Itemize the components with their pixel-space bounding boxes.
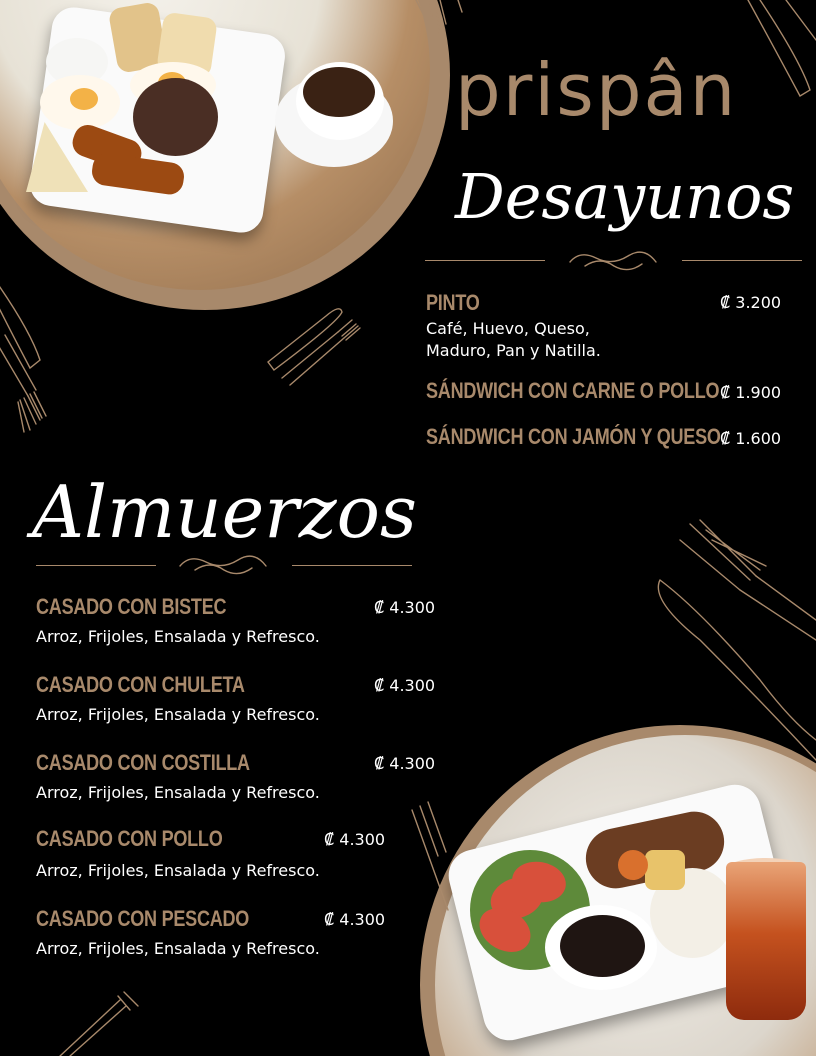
breakfast-heading: Desayunos	[455, 160, 795, 233]
carrot	[618, 850, 648, 880]
menu-item-description: Maduro, Pan y Natilla.	[426, 341, 601, 360]
fork-icon	[282, 320, 360, 385]
brand-logo: prispân	[455, 48, 738, 132]
egg-yolk	[70, 88, 98, 110]
menu-item-name: CASADO CON COSTILLA	[36, 750, 250, 775]
menu-item-price: ₡ 4.300	[374, 676, 436, 695]
black-beans	[560, 915, 645, 977]
menu-item-description: Arroz, Frijoles, Ensalada y Refresco.	[36, 861, 320, 880]
fork-icon	[60, 992, 138, 1056]
menu-item-price: ₡ 4.300	[374, 754, 436, 773]
fork-icon	[0, 335, 46, 432]
menu-item-price: ₡ 1.600	[720, 429, 782, 448]
menu-item-name: PINTO	[426, 290, 480, 315]
knife-icon	[0, 280, 40, 368]
menu-item-price: ₡ 4.300	[324, 830, 386, 849]
heading-divider	[682, 260, 802, 261]
menu-item-description: Arroz, Frijoles, Ensalada y Refresco.	[36, 627, 320, 646]
menu-item-name: CASADO CON CHULETA	[36, 672, 245, 697]
menu-item-name: CASADO CON BISTEC	[36, 594, 227, 619]
menu-item-name: SÁNDWICH CON JAMÓN Y QUESO	[426, 424, 721, 449]
menu-item-description: Arroz, Frijoles, Ensalada y Refresco.	[36, 783, 320, 802]
heading-divider	[36, 565, 156, 566]
menu-item-description: Arroz, Frijoles, Ensalada y Refresco.	[36, 705, 320, 724]
coffee	[303, 67, 375, 117]
lunch-heading: Almuerzos	[32, 470, 417, 554]
menu-item-price: ₡ 3.200	[720, 293, 782, 312]
potato	[645, 850, 685, 890]
iced-drink-glass	[726, 862, 806, 1020]
menu-item-name: SÁNDWICH CON CARNE O POLLO	[426, 378, 720, 403]
gallo-pinto	[133, 78, 218, 156]
divider-ornament	[180, 556, 266, 573]
menu-item-name: CASADO CON PESCADO	[36, 906, 250, 931]
heading-divider	[292, 565, 412, 566]
menu-item-description: Arroz, Frijoles, Ensalada y Refresco.	[36, 939, 320, 958]
menu-item-name: CASADO CON POLLO	[36, 826, 223, 851]
divider-ornament	[570, 252, 656, 269]
knife-icon	[268, 309, 342, 370]
heading-divider	[425, 260, 545, 261]
menu-item-description: Café, Huevo, Queso,	[426, 319, 590, 338]
fork-icon	[680, 520, 816, 640]
menu-item-price: ₡ 4.300	[324, 910, 386, 929]
menu-item-price: ₡ 4.300	[374, 598, 436, 617]
menu-item-price: ₡ 1.900	[720, 383, 782, 402]
